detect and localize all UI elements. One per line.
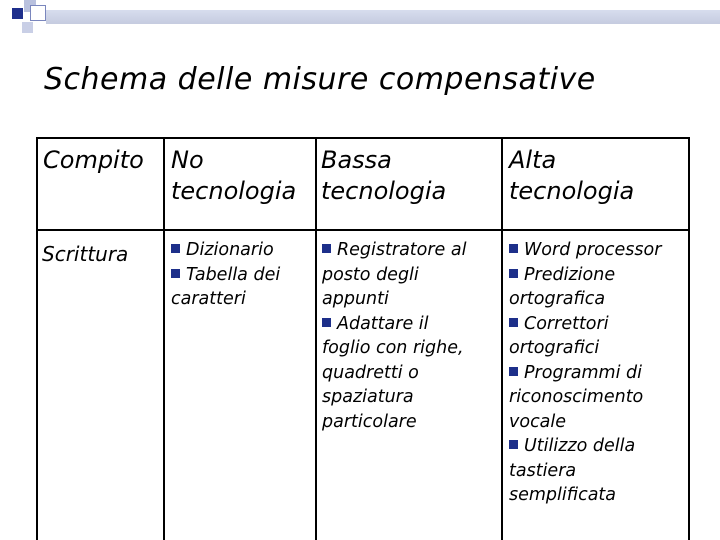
square-bullet-icon <box>322 244 331 253</box>
page-title: Schema delle misure compensative <box>44 62 596 97</box>
list-item-cont: riconoscimento <box>509 387 644 407</box>
header-low-tech-line: Bassa <box>321 146 392 174</box>
square-bullet-icon <box>171 269 180 278</box>
list-item-cont: particolare <box>322 411 417 432</box>
list-item: Correttori <box>509 312 661 337</box>
list-item: Utilizzo della <box>509 434 661 459</box>
table-border-left <box>36 137 38 540</box>
decor-square-outline <box>30 5 46 21</box>
square-bullet-icon <box>509 367 518 376</box>
list-item-cont: tastiera <box>509 460 577 481</box>
list-item: Word processor <box>509 238 661 263</box>
list-item-cont: semplificata <box>509 485 616 505</box>
table-top-border <box>36 137 690 139</box>
header-task <box>43 145 144 176</box>
square-bullet-icon <box>509 269 518 278</box>
square-bullet-icon <box>322 318 331 327</box>
square-bullet-icon <box>509 244 518 253</box>
header-no-tech <box>171 145 296 207</box>
list-item-cont: vocale <box>509 411 567 432</box>
row-label-text: Scrittura <box>42 242 129 266</box>
header-low-tech-line: tecnologia <box>321 177 447 205</box>
list-item-cont: ortografica <box>509 289 606 309</box>
header-task-label: Compito <box>43 146 144 174</box>
list-item: Programmi di <box>509 361 661 386</box>
header-high-tech-line: Alta <box>509 146 557 174</box>
cell-no-tech <box>171 238 280 312</box>
list-item-cont: quadretti o <box>322 362 419 383</box>
header-no-tech-line: tecnologia <box>171 177 297 205</box>
decor-square-light-2 <box>22 22 33 33</box>
header-high-tech-line: tecnologia <box>509 177 635 205</box>
row-label <box>42 242 128 267</box>
table-row-divider <box>36 229 690 231</box>
decor-square-dark <box>12 8 23 19</box>
header-no-tech-line: No <box>171 146 204 174</box>
square-bullet-icon <box>509 440 518 449</box>
cell-low-tech <box>322 238 466 434</box>
list-item-cont: caratteri <box>171 289 246 309</box>
list-item-cont: spaziatura <box>322 387 414 407</box>
list-item-cont: posto degli <box>322 264 419 285</box>
list-item: Adattare il <box>322 312 466 337</box>
header-bar <box>46 10 720 24</box>
square-bullet-icon <box>509 318 518 327</box>
cell-high-tech <box>509 238 661 508</box>
list-item-cont: foglio con righe, <box>322 338 464 358</box>
list-item-cont: appunti <box>322 289 389 309</box>
table-divider-2 <box>315 137 317 540</box>
list-item-cont: ortografici <box>509 338 600 358</box>
list-item: Registratore al <box>322 238 466 263</box>
table-divider-1 <box>163 137 165 540</box>
header-high-tech <box>509 145 634 207</box>
list-item: Tabella dei <box>171 263 280 288</box>
table-border-right <box>688 137 690 540</box>
header-low-tech <box>321 145 446 207</box>
square-bullet-icon <box>171 244 180 253</box>
list-item: Predizione <box>509 263 661 288</box>
list-item: Dizionario <box>171 238 280 263</box>
table-divider-3 <box>501 137 503 540</box>
